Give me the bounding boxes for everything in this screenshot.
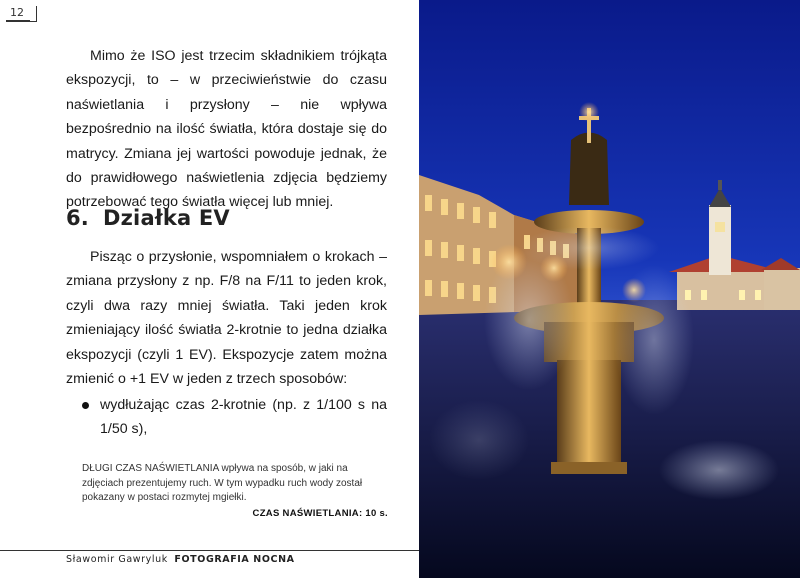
- page-footer: [66, 554, 295, 565]
- paragraph-iso: Mimo że ISO jest trzecim składnikiem trójkąta ekspozycji, to – w przeciwieństwie do czasu naświetlania i przysłony – nie wpływa bezpośrednio na ilość światła, która dostaje się do matrycy. Zmiana jej wartości powoduje jednak, że do prawidłowego naświetlenia zdjęcia będziemy potrzebować tego światła więcej lub mniej.: [66, 48, 387, 211]
- caption-lead: DŁUGI CZAS NAŚWIETLANIA: [82, 463, 219, 474]
- caption-body: wpływa na sposób, w jaki na zdjęciach prezentujemy ruch. W tym wypadku ruch wody został pokazany w postaci rozmytej mgiełki.: [82, 463, 363, 503]
- footer-author: Sławomir Gawryluk: [66, 554, 168, 565]
- night-fountain-photo: [419, 0, 800, 578]
- section-heading: [66, 206, 230, 230]
- section-title: Działka EV: [103, 206, 230, 230]
- paragraph-ev: Pisząc o przysłonie, wspomniałem o krokach – zmiana przysłony z np. F/8 na F/11 to jeden krok, czyli dwa razy mniej światła. Taki jeden krok zmieniający ilość światła 2-krotnie to jedna działka ekspozycji (czyli 1 EV). Ekspozycje zatem można zmienić o +1 EV w jeden z trzech sposobów:: [66, 249, 387, 388]
- page-number-underline: [6, 20, 30, 21]
- bullet-icon: [82, 402, 89, 409]
- section-number: 6.: [66, 206, 89, 230]
- bullet-item: wydłużając czas 2-krotnie (np. z 1/100 s na 1/50 s),: [100, 397, 387, 438]
- photo-caption: [82, 462, 372, 506]
- page-number: 12: [6, 6, 37, 22]
- photo-page: [419, 0, 800, 578]
- footer-book-title: FOTOGRAFIA NOCNA: [174, 554, 295, 565]
- caption-exposure: CZAS NAŚWIETLANIA: 10 s.: [252, 508, 388, 519]
- footer-divider: [0, 550, 419, 551]
